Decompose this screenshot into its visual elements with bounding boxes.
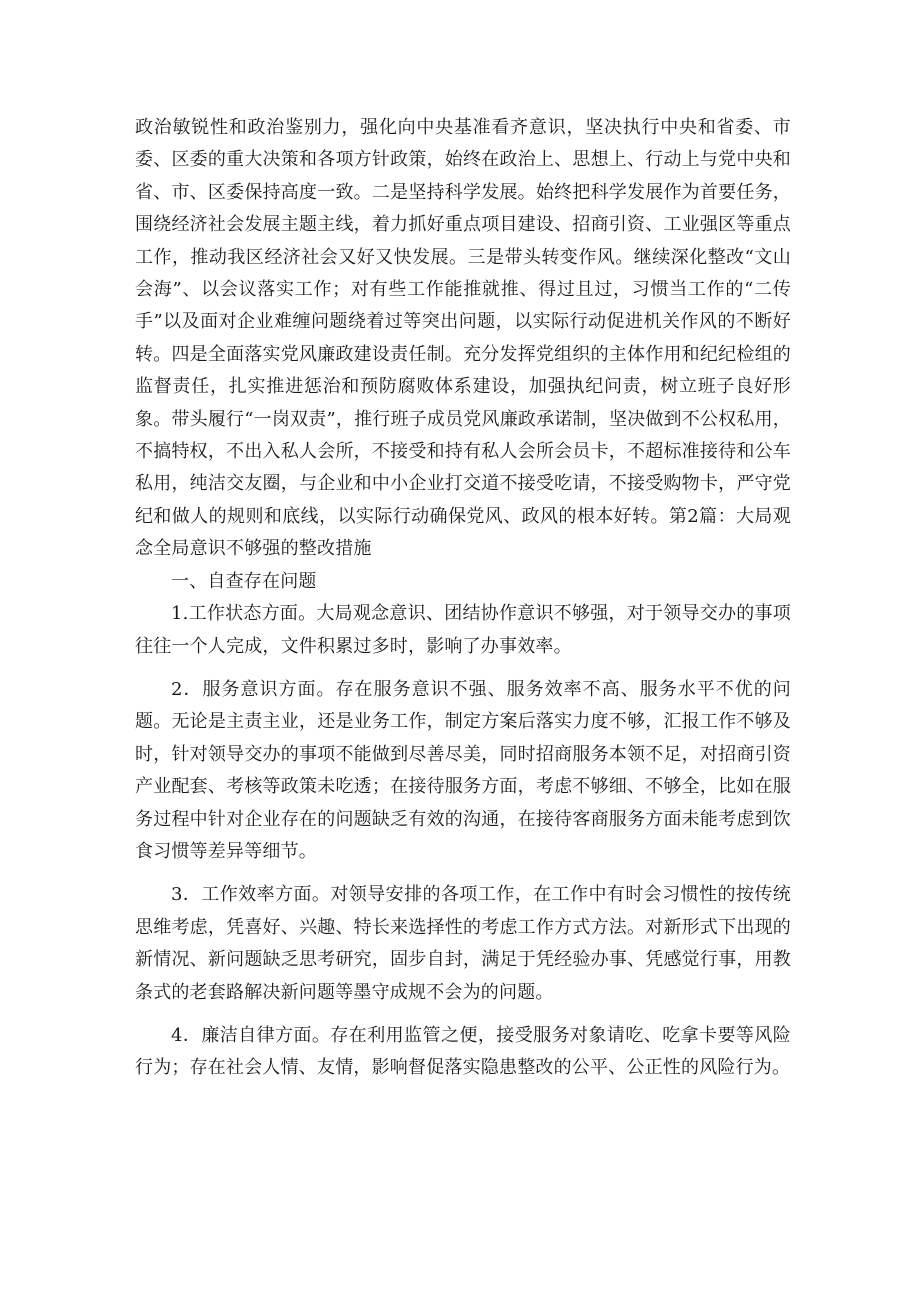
paragraph-item-1: 1.工作状态方面。大局观念意识、团结协作意识不够强，对于领导交办的事项往往一个人完成，文件积累过多时，影响了办事效率。 <box>135 603 791 657</box>
document-body <box>135 112 791 1085</box>
paragraph-item-4: 4．廉洁自律方面。存在利用监管之便，接受服务对象请吃、吃拿卡要等风险行为；存在社会人情、友情，影响督促落实隐患整改的公平、公正性的风险行为。 <box>135 1024 791 1079</box>
section-heading: 一、自查存在问题 <box>171 570 317 592</box>
paragraph-item-3: 3．工作效率方面。对领导安排的各项工作，在工作中有时会习惯性的按传统思维考虑，凭喜好、兴趣、特长来选择性的考虑工作方式方法。对新形式下出现的新情况、新问题缺乏思考研究，固步自封，满足于凭经验办事、凭感觉行事，用教条式的老套路解决新问题等墨守成规不会为的问题。 <box>135 884 791 1003</box>
paragraph-continuation: 政治敏锐性和政治鉴别力，强化向中央基准看齐意识，坚决执行中央和省委、市委、区委的重大决策和各项方针政策，始终在政治上、思想上、行动上与党中央和省、市、区委保持高度一致。二是坚持科学发展。始终把科学发展作为首要任务，围绕经济社会发展主题主线，着力抓好重点项目建设、招商引资、工业强区等重点工作，推动我区经济社会又好又快发展。三是带头转变作风。继续深化整改“文山会海”、以会议落实工作；对有些工作能推就推、得过且过，习惯当工作的“二传手”以及面对企业难缠问题绕着过等突出问题，以实际行动促进机关作风的不断好转。四是全面落实党风廉政建设责任制。充分发挥党组织的主体作用和纪纪检组的监督责任，扎实推进惩治和预防腐败体系建设，加强执纪问责，树立班子良好形象。带头履行“一岗双责”，推行班子成员党风廉政承诺制，坚决做到不公权私用，不搞特权，不出入私人会所，不接受和持有私人会所会员卡，不超标准接待和公车私用，纯洁交友圈，与企业和中小企业打交道不接受吃请，不接受购物卡，严守党纪和做人的规则和底线，以实际行动确保党风、政风的根本好转。第2篇：大局观念全局意识不够强的整改措施 <box>135 117 791 560</box>
paragraph-item-2: 2．服务意识方面。存在服务意识不强、服务效率不高、服务水平不优的问题。无论是主责主业，还是业务工作，制定方案后落实力度不够，汇报工作不够及时，针对领导交办的事项不能做到尽善尽美，同时招商服务本领不足，对招商引资产业配套、考核等政策未吃透；在接待服务方面，考虑不够细、不够全，比如在服务过程中针对企业存在的问题缺乏有效的沟通，在接待客商服务方面未能考虑到饮食习惯等差异等细节。 <box>135 678 791 862</box>
